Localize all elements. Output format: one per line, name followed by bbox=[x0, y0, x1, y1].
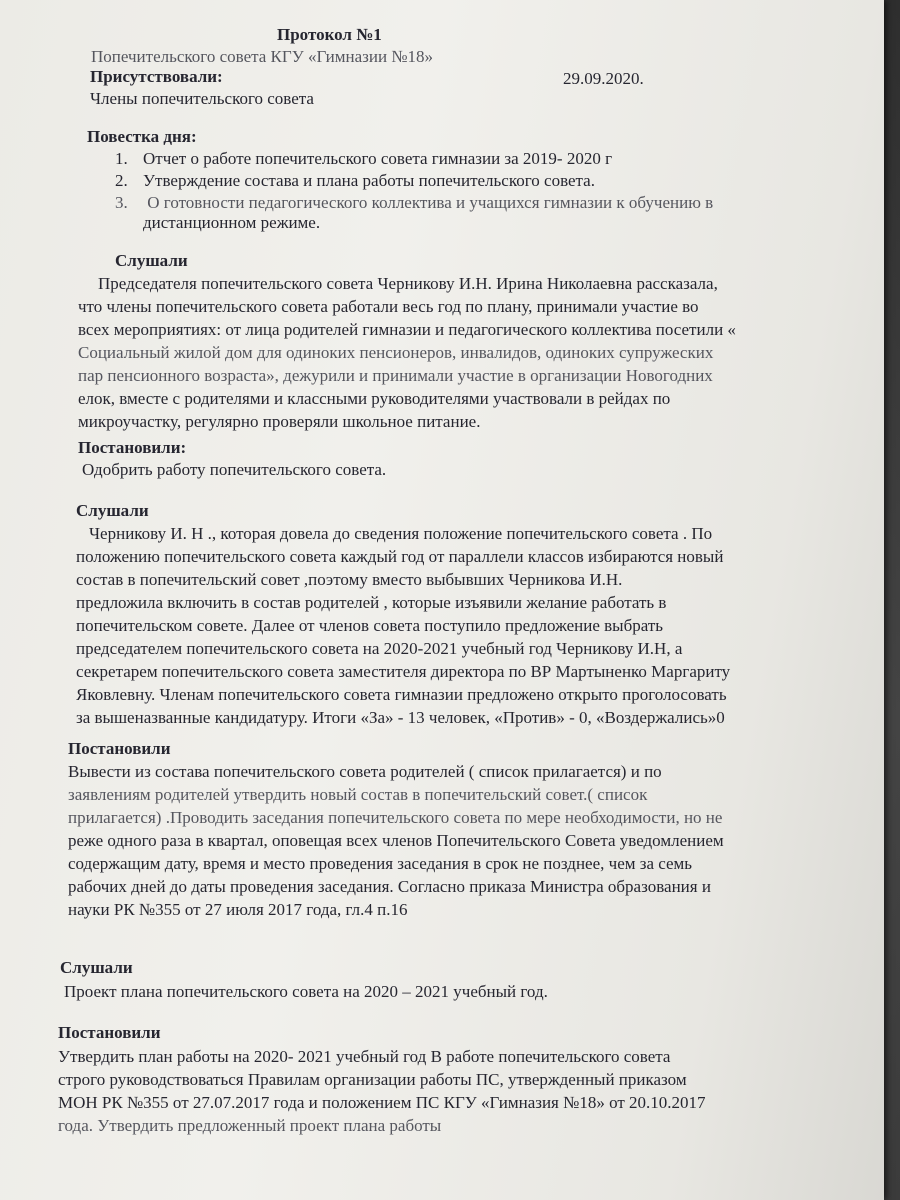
section3-heard-heading: Слушали bbox=[60, 958, 133, 977]
agenda-item-text: Утверждение состава и плана работы попечительского совета. bbox=[143, 171, 595, 190]
section3-decided-line: строго руководствоваться Правилам организации работы ПС, утвержденный приказом bbox=[58, 1070, 687, 1089]
agenda-item bbox=[115, 170, 595, 193]
section2-heard-line: за вышеназванные кандидатуру. Итоги «За» - 13 человек, «Против» - 0, «Воздержались»0 bbox=[76, 708, 725, 727]
section1-heard-line: пар пенсионного возраста», дежурили и принимали участие в организации Новогодних bbox=[78, 366, 713, 385]
section2-heard-line: председателем попечительского совета на 2020-2021 учебный год Черникову И.Н, а bbox=[76, 639, 683, 658]
section1-heard-line: елок, вместе с родителями и классными руководителями участвовали в рейдах по bbox=[78, 389, 671, 408]
section2-heard-heading: Слушали bbox=[76, 501, 149, 520]
agenda-item-text: Отчет о работе попечительского совета гимназии за 2019- 2020 г bbox=[143, 149, 613, 168]
agenda-heading: Повестка дня: bbox=[87, 127, 197, 146]
agenda-item-text: О готовности педагогического коллектива и учащихся гимназии к обучению в bbox=[143, 193, 714, 212]
section1-heard-heading: Слушали bbox=[115, 251, 188, 270]
agenda-item-number: 1. bbox=[115, 149, 128, 168]
section1-heard-line: Председателя попечительского совета Черникову И.Н. Ирина Николаевна рассказала, bbox=[98, 274, 718, 293]
section2-decided-line: рабочих дней до даты проведения заседания. Согласно приказа Министра образования и bbox=[68, 877, 711, 896]
section2-decided-heading: Постановили bbox=[68, 739, 171, 758]
section2-heard-line: Черникову И. Н ., которая довела до сведения положение попечительского совета . По bbox=[89, 524, 713, 543]
section3-decided-line: Утвердить план работы на 2020- 2021 учебный год В работе попечительского совета bbox=[58, 1047, 671, 1066]
section2-heard-line: попечительском совете. Далее от членов совета поступило предложение выбрать bbox=[76, 616, 664, 635]
section3-decided-line: года. Утвердить предложенный проект плана работы bbox=[58, 1116, 442, 1135]
section3-heard-line: Проект плана попечительского совета на 2020 – 2021 учебный год. bbox=[64, 982, 548, 1001]
section2-heard-line: секретарем попечительского совета заместителя директора по ВР Мартыненко Маргариту bbox=[76, 662, 731, 681]
section2-decided-line: Вывести из состава попечительского совета родителей ( список прилагается) и по bbox=[68, 762, 662, 781]
section1-heard-line: микроучастку, регулярно проверяли школьное питание. bbox=[78, 412, 481, 431]
section1-heard-line: всех мероприятиях: от лица родителей гимназии и педагогического коллектива посетили « bbox=[78, 320, 736, 339]
section2-decided-line: прилагается) .Проводить заседания попечительского совета по мере необходимости, но не bbox=[68, 808, 723, 827]
section2-decided-line: науки РК №355 от 27 июля 2017 года, гл.4 п.16 bbox=[68, 900, 408, 919]
section1-decided-heading: Постановили: bbox=[78, 438, 187, 457]
document-subtitle: Попечительского совета КГУ «Гимназии №18» bbox=[91, 47, 434, 66]
agenda-item-number: 3. bbox=[115, 193, 128, 212]
section2-heard-line: положению попечительского совета каждый год от параллели классов избираются новый bbox=[76, 547, 724, 566]
section2-decided-line: заявлениям родителей утвердить новый состав в попечительский совет.( список bbox=[68, 785, 648, 804]
section2-heard-line: Яковлевну. Членам попечительского совета гимназии предложено открыто проголосовать bbox=[76, 685, 727, 704]
section2-decided-line: реже одного раза в квартал, оповещая всех членов Попечительского Совета уведомлением bbox=[68, 831, 724, 850]
section2-decided-line: содержащим дату, время и место проведения заседания в срок не позднее, чем за семь bbox=[68, 854, 693, 873]
section1-heard-line: Социальный жилой дом для одиноких пенсионеров, инвалидов, одиноких супружеских bbox=[78, 343, 714, 362]
agenda-item-text: дистанционном режиме. bbox=[143, 213, 321, 232]
present-members: Члены попечительского совета bbox=[90, 89, 314, 108]
document-title: Протокол №1 bbox=[277, 25, 382, 44]
section2-heard-line: состав в попечительский совет ,поэтому вместо выбывших Черникова И.Н. bbox=[76, 570, 623, 589]
section1-decided-line: Одобрить работу попечительского совета. bbox=[82, 460, 387, 479]
present-heading: Присутствовали: bbox=[90, 67, 223, 86]
section1-heard-line: что члены попечительского совета работали весь год по плану, принимали участие во bbox=[78, 297, 699, 316]
section3-decided-heading: Постановили bbox=[58, 1023, 161, 1042]
agenda-item bbox=[115, 148, 612, 171]
section2-heard-line: предложила включить в состав родителей , которые изъявили желание работать в bbox=[76, 593, 667, 612]
protocol-date: 29.09.2020. bbox=[563, 69, 644, 88]
section3-decided-line: МОН РК №355 от 27.07.2017 года и положением ПС КГУ «Гимназия №18» от 20.10.2017 bbox=[58, 1093, 706, 1112]
agenda-item bbox=[115, 212, 320, 235]
agenda-item-number: 2. bbox=[115, 171, 128, 190]
